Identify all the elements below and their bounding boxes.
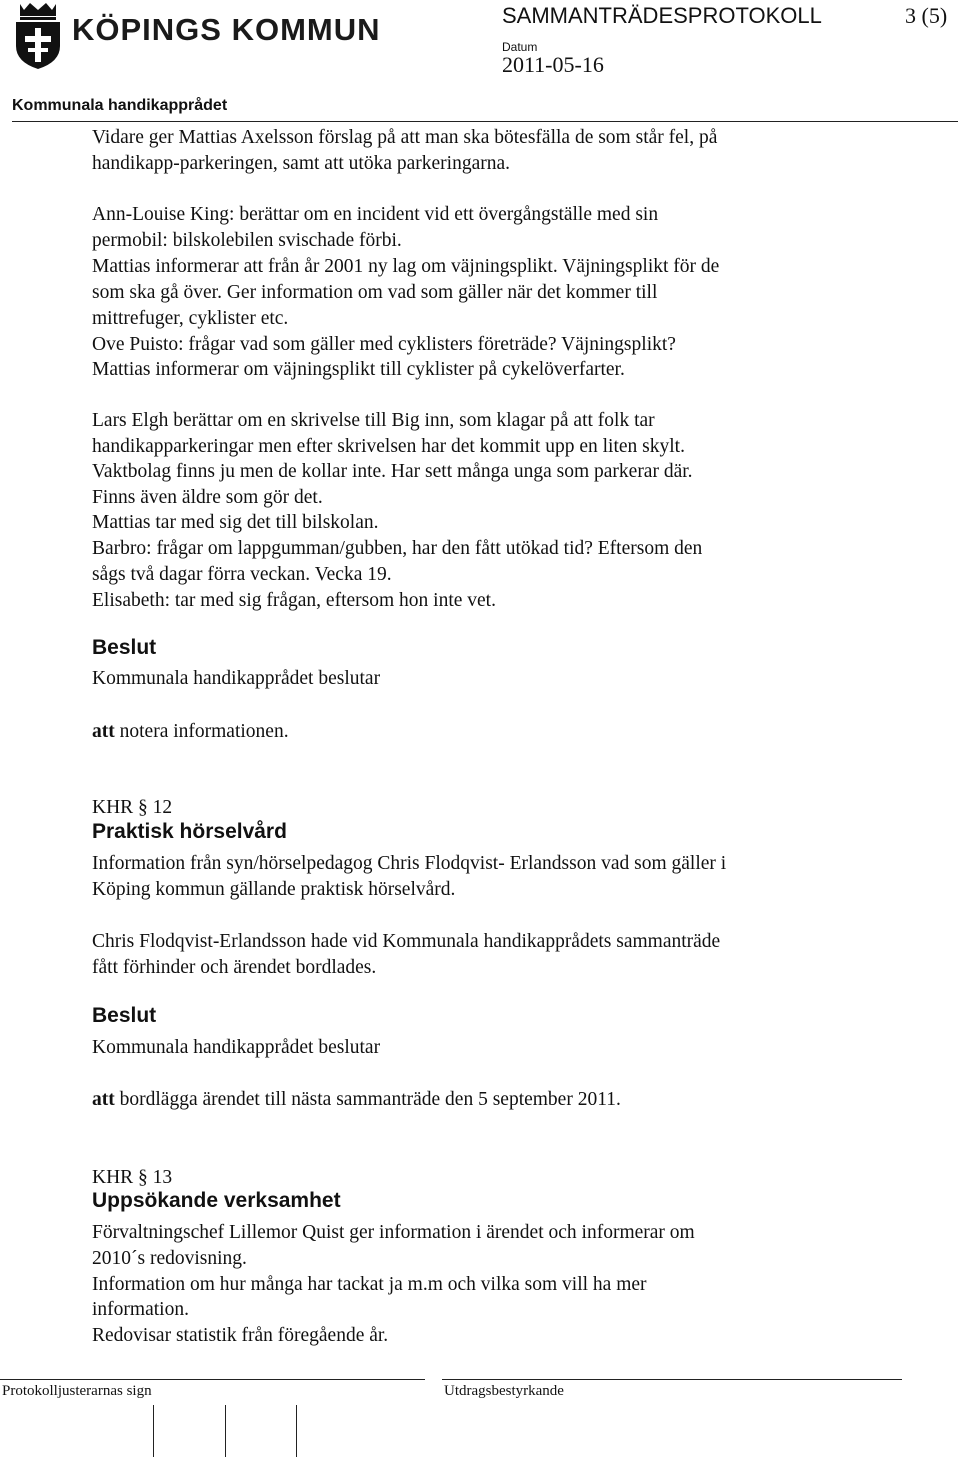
header-divider [12,121,958,122]
body-line: Information om hur många har tackat ja m.m och vilka som vill ha mer [92,1274,647,1295]
signature-label: Protokolljusterarnas sign [2,1383,152,1399]
body-line: Vidare ger Mattias Axelsson förslag på att man ska bötesfälla de som står fel, på [92,127,718,148]
page-number: 3 (5) [905,3,948,28]
decision-heading: Beslut [92,1004,157,1027]
decision-intro: Kommunala handikapprådet beslutar [92,1037,381,1058]
body-line: Mattias tar med sig det till bilskolan. [92,512,379,533]
body-line: Chris Flodqvist-Erlandsson hade vid Kommunala handikapprådets sammanträde [92,931,721,952]
body-line: information. [92,1299,189,1320]
body-line: Barbro: frågar om lappgumman/gubben, har den fått utökad tid? Eftersom den [92,538,703,559]
body-line: Mattias informerar om väjningsplikt till cyklister på cykelöverfarter. [92,359,625,380]
att-keyword: att [92,721,115,742]
att-keyword: att [92,1089,115,1110]
body-line: Förvaltningschef Lillemor Quist ger information i ärendet och informerar om [92,1222,695,1243]
item-number: KHR § 13 [92,1167,173,1188]
committee-name: Kommunala handikapprådet [12,97,228,114]
signature-field-divider [225,1405,226,1457]
body-line: Vaktbolag finns ju men de kollar inte. Har sett många unga som parkerar där. [92,461,693,482]
body-line: permobil: bilskolebilen svischade förbi. [92,230,402,251]
footer-divider-left [0,1379,425,1380]
body-line: Mattias informerar att från år 2001 ny lag om väjningsplikt. Väjningsplikt för de [92,256,720,277]
body-line: Elisabeth: tar med sig frågan, eftersom hon inte vet. [92,590,496,611]
body-line: handikapp-parkeringen, samt att utöka parkeringarna. [92,153,511,174]
document-type: SAMMANTRÄDESPROTOKOLL [502,3,822,28]
municipality-coat-of-arms-logo [12,2,64,70]
body-line: Finns även äldre som gör det. [92,487,323,508]
decision-text [92,719,289,745]
item-number: KHR § 12 [92,797,173,818]
body-line: Redovisar statistik från föregående år. [92,1325,389,1346]
signature-field-divider [153,1405,154,1457]
decision-text [92,1087,621,1113]
body-line: Ann-Louise King: berättar om en incident vid ett övergångställe med sin [92,204,659,225]
decision-body: notera informationen. [114,721,289,742]
body-line: Lars Elgh berättar om en skrivelse till Big inn, som klagar på att folk tar [92,410,655,431]
footer-divider-right [442,1379,902,1380]
decision-heading: Beslut [92,636,157,659]
decision-intro: Kommunala handikapprådet beslutar [92,668,381,689]
body-line: 2010´s redovisning. [92,1248,247,1269]
body-line: mittrefuger, cyklister etc. [92,308,289,329]
body-line: fått förhinder och ärendet bordlades. [92,957,377,978]
body-line: Köping kommun gällande praktisk hörselvård. [92,879,456,900]
organization-name: KÖPINGS KOMMUN [72,12,381,47]
item-title: Praktisk hörselvård [92,820,287,843]
decision-body: bordlägga ärendet till nästa sammanträde den 5 september 2011. [114,1089,621,1110]
item-title: Uppsökande verksamhet [92,1189,341,1212]
body-line: sågs två dagar förra veckan. Vecka 19. [92,564,392,585]
meeting-date: 2011-05-16 [502,52,604,77]
extract-certification-label: Utdragsbestyrkande [444,1383,564,1399]
body-line: Information från syn/hörselpedagog Chris Flodqvist- Erlandsson vad som gäller i [92,853,727,874]
body-line: handikapparkeringar men efter skrivelsen har det kommit upp en liten skylt. [92,436,685,457]
signature-field-divider [296,1405,297,1457]
body-line: som ska gå över. Ger information om vad som gäller när det kommer till [92,282,658,303]
date-label: Datum [502,40,538,54]
body-line: Ove Puisto: frågar vad som gäller med cyklisters företräde? Väjningsplikt? [92,334,676,355]
